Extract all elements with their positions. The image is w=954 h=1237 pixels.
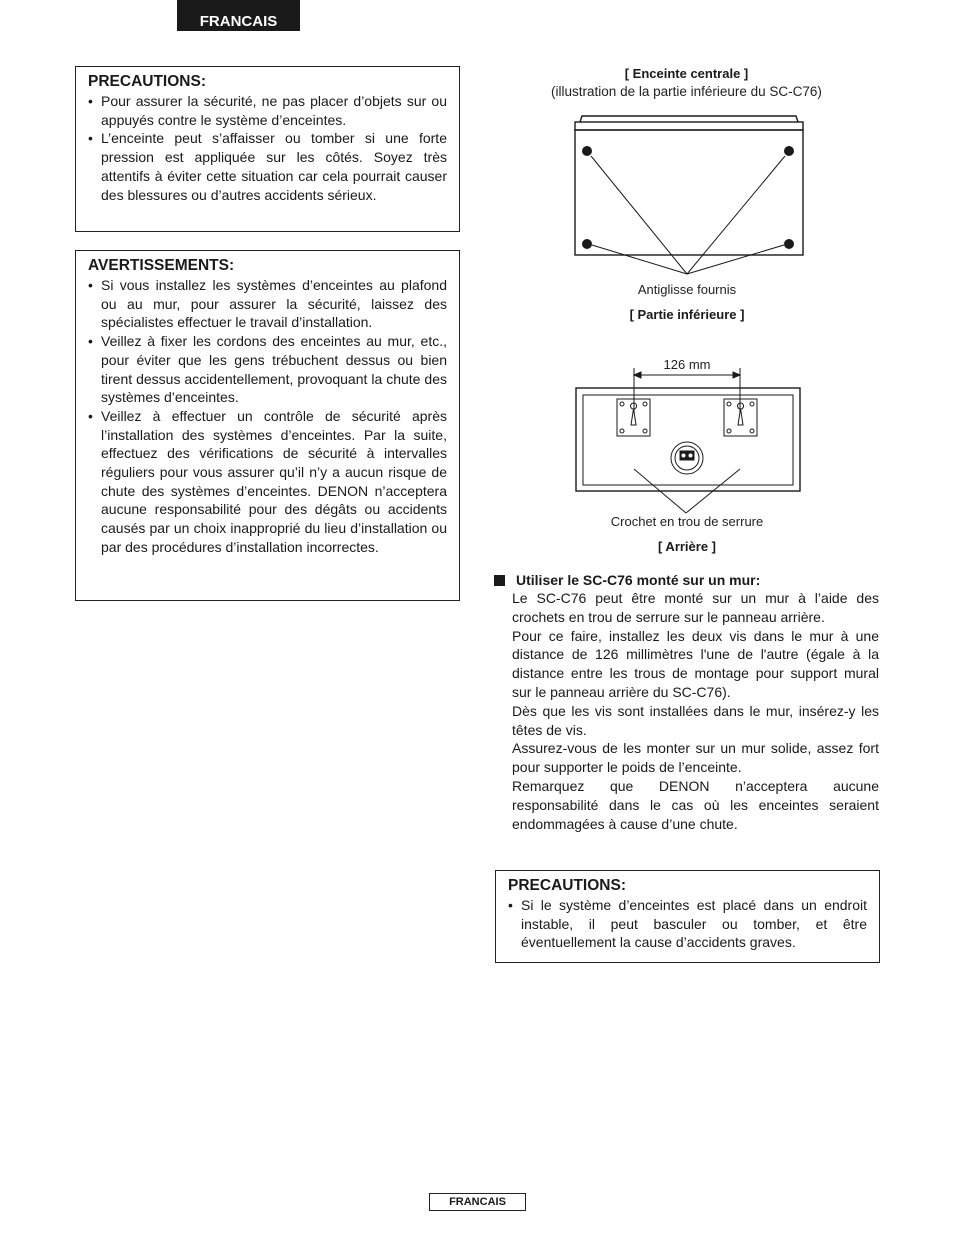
wall-mount-body xyxy=(512,589,879,833)
footer-language-label: FRANCAIS xyxy=(429,1193,526,1211)
avertissements-item: • Si vous installez les systèmes d’enceintes au plafond ou au mur, pour assurer la sécurité, laissez des spécialistes effectuer le travail d’installation. xyxy=(88,276,447,332)
avertissements-item: • Veillez à fixer les cordons des enceintes au mur, etc., pour éviter que les gens trébuchent dessus ou bien tirent dessus accidentellement, provoquant la chute des systèmes d’enceintes. xyxy=(88,332,447,407)
speaker-terminal xyxy=(671,442,703,474)
square-bullet-icon xyxy=(494,575,505,586)
figure-title: [ Enceinte centrale ] xyxy=(624,66,749,81)
precautions-list xyxy=(88,92,447,204)
wall-mount-heading-text: Utiliser le SC-C76 monté sur un mur: xyxy=(516,572,761,588)
antislip-callout: Antiglisse fournis xyxy=(637,282,737,297)
rear-view-caption: [ Arrière ] xyxy=(657,539,717,554)
avertissements-box xyxy=(75,250,460,601)
avertissements-title: AVERTISSEMENTS: xyxy=(88,257,235,274)
wall-mount-heading xyxy=(494,572,760,588)
speaker-body xyxy=(575,116,803,255)
callout-lines xyxy=(591,156,785,274)
speaker-rear-illustration xyxy=(570,365,805,515)
wall-mount-paragraph: Le SC-C76 peut être monté sur un mur à l’aide des crochets en trou de serrure sur le panneau arrière. xyxy=(512,590,879,625)
keyhole-callout: Crochet en trou de serrure xyxy=(610,514,764,529)
speaker-bottom-illustration xyxy=(560,110,820,280)
wall-mount-paragraph: Assurez-vous de les monter sur un mur solide, assez fort pour supporter le poids de l’enceinte. xyxy=(512,740,879,776)
language-tab: FRANCAIS xyxy=(177,0,300,31)
precautions-box-left xyxy=(75,66,460,232)
avertissements-item: • Veillez à effectuer un contrôle de sécurité après l’installation des systèmes d’enceintes. Par la suite, effectuez des vérifications de sécurité à intervalles réguliers pour vous assurer qu’il n’y a aucun risque de chute des systèmes d’enceintes. DENON n’acceptera aucune responsabilité pour des dégâts ou accidents causés par un choix inapproprié du lieu d’installation ou par des procédures d’installation incorrectes. xyxy=(88,407,447,557)
precautions-list xyxy=(508,896,867,952)
bottom-view-caption: [ Partie inférieure ] xyxy=(629,307,745,322)
wall-mount-paragraph: Pour ce faire, installez les deux vis dans le mur à une distance de 126 millimètres l'une de l'autre (égale à la distance entre les trous de montage pour support mural sur le panneau arrière du SC-C76). xyxy=(512,627,879,700)
dimension-label: 126 mm xyxy=(663,357,711,372)
precautions-item: • L’enceinte peut s’affaisser ou tomber si une forte pression est appliquée sur les côtés. Soyez très attentifs à éviter cette situation car cela pourrait causer des blessures ou d’autres accidents sérieux. xyxy=(88,129,447,204)
precautions-item: • Si le système d’enceintes est placé dans un endroit instable, il peut basculer ou tomber, et être éventuellement la cause d’accidents graves. xyxy=(508,896,867,952)
precautions-title: PRECAUTIONS: xyxy=(508,877,626,894)
avertissements-list xyxy=(88,276,447,557)
wall-mount-paragraph: Dès que les vis sont installées dans le mur, insérez-y les têtes de vis. xyxy=(512,702,879,738)
speaker-rear-body xyxy=(576,388,800,491)
precautions-title: PRECAUTIONS: xyxy=(88,73,206,90)
foot-pads xyxy=(582,146,794,249)
precautions-box-right xyxy=(495,870,880,963)
precautions-item: • Pour assurer la sécurité, ne pas placer d’objets sur ou appuyés contre le système d’enceintes. xyxy=(88,92,447,129)
figure-subtitle: (illustration de la partie inférieure du SC-C76) xyxy=(551,84,822,99)
wall-mount-paragraph: Remarquez que DENON n’acceptera aucune responsabilité dans le cas où les enceintes seraient endommagées à cause d’une chute. xyxy=(512,777,879,832)
